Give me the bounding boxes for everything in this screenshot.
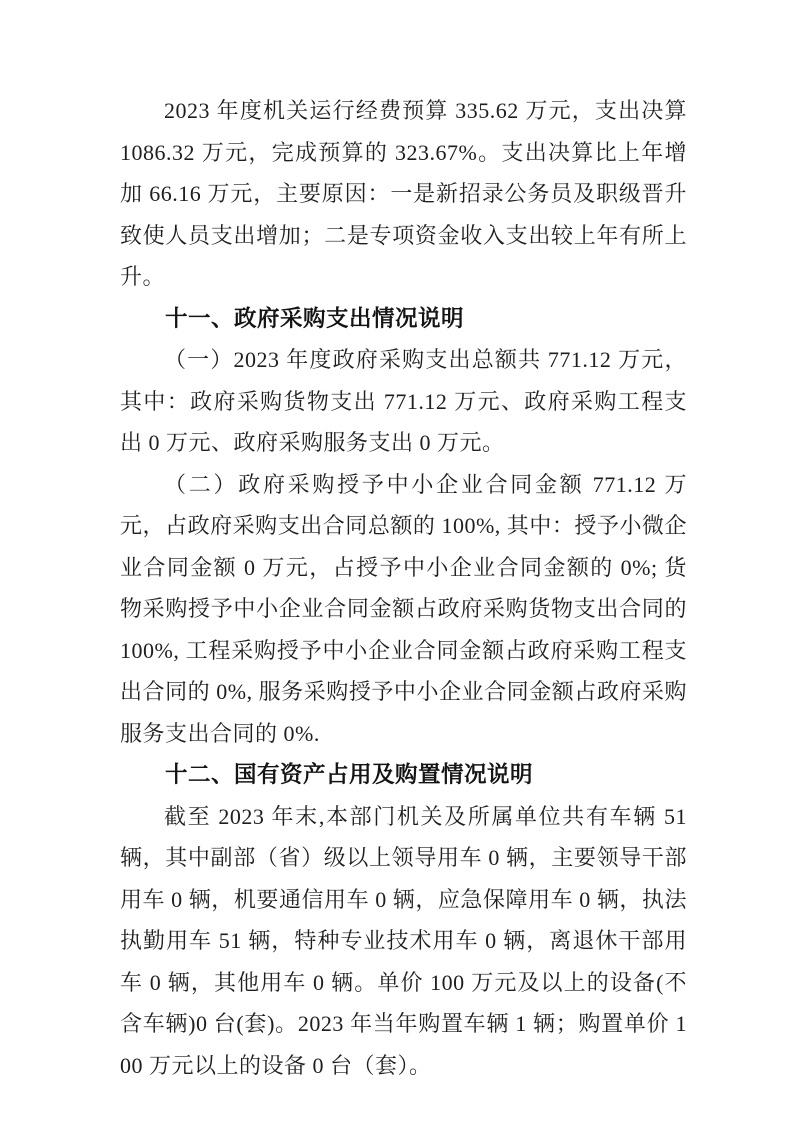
page-content: [120, 90, 687, 1086]
paragraph-procurement-total: （一）2023 年度政府采购支出总额共 771.12 万元，其中：政府采购货物支出 771.12 万元、政府采购工程支出 0 万元、政府采购服务支出 0 万元。: [120, 347, 687, 455]
heading-section-12-state-assets: 十二、国有资产占用及购置情况说明: [165, 762, 534, 787]
paragraph-agency-operating-expense: 2023 年度机关运行经费预算 335.62 万元，支出决算 1086.32 万元，完成预算的 323.67%。支出决算比上年增加 66.16 万元，主要原因：一是新招录公务员及职级晋升致使人员支出增加；二是专项资金收入支出较上年有所上升。: [120, 98, 687, 289]
paragraph-procurement-sme-contracts: （二）政府采购授予中小企业合同金额 771.12 万元，占政府采购支出合同总额的 100%, 其中：授予小微企业合同金额 0 万元，占授予中小企业合同金额的 0%; 货物采购授予中小企业合同金额占政府采购货物支出合同的 100%, 工程采购授予中小企业合同金额占政府采购工程支出合同的 0%, 服务采购授予中小企业合同金额占政府采购服务支出合同的 0%.: [120, 471, 687, 746]
heading-section-11-government-procurement: 十一、政府采购支出情况说明: [165, 305, 465, 331]
paragraph-state-assets-vehicles: 截至 2023 年末,本部门机关及所属单位共有车辆 51 辆，其中副部（省）级以上领导用车 0 辆，主要领导干部用车 0 辆，机要通信用车 0 辆，应急保障用车 0 辆，执法执勤用车 51 辆，特种专业技术用车 0 辆，离退休干部用车 0 辆，其他用车 0 辆。单价 100 万元及以上的设备(不含车辆)0 台(套)。2023 年当年购置车辆 1 辆；购置单价 100 万元以上的设备 0 台（套）。: [120, 803, 687, 1078]
